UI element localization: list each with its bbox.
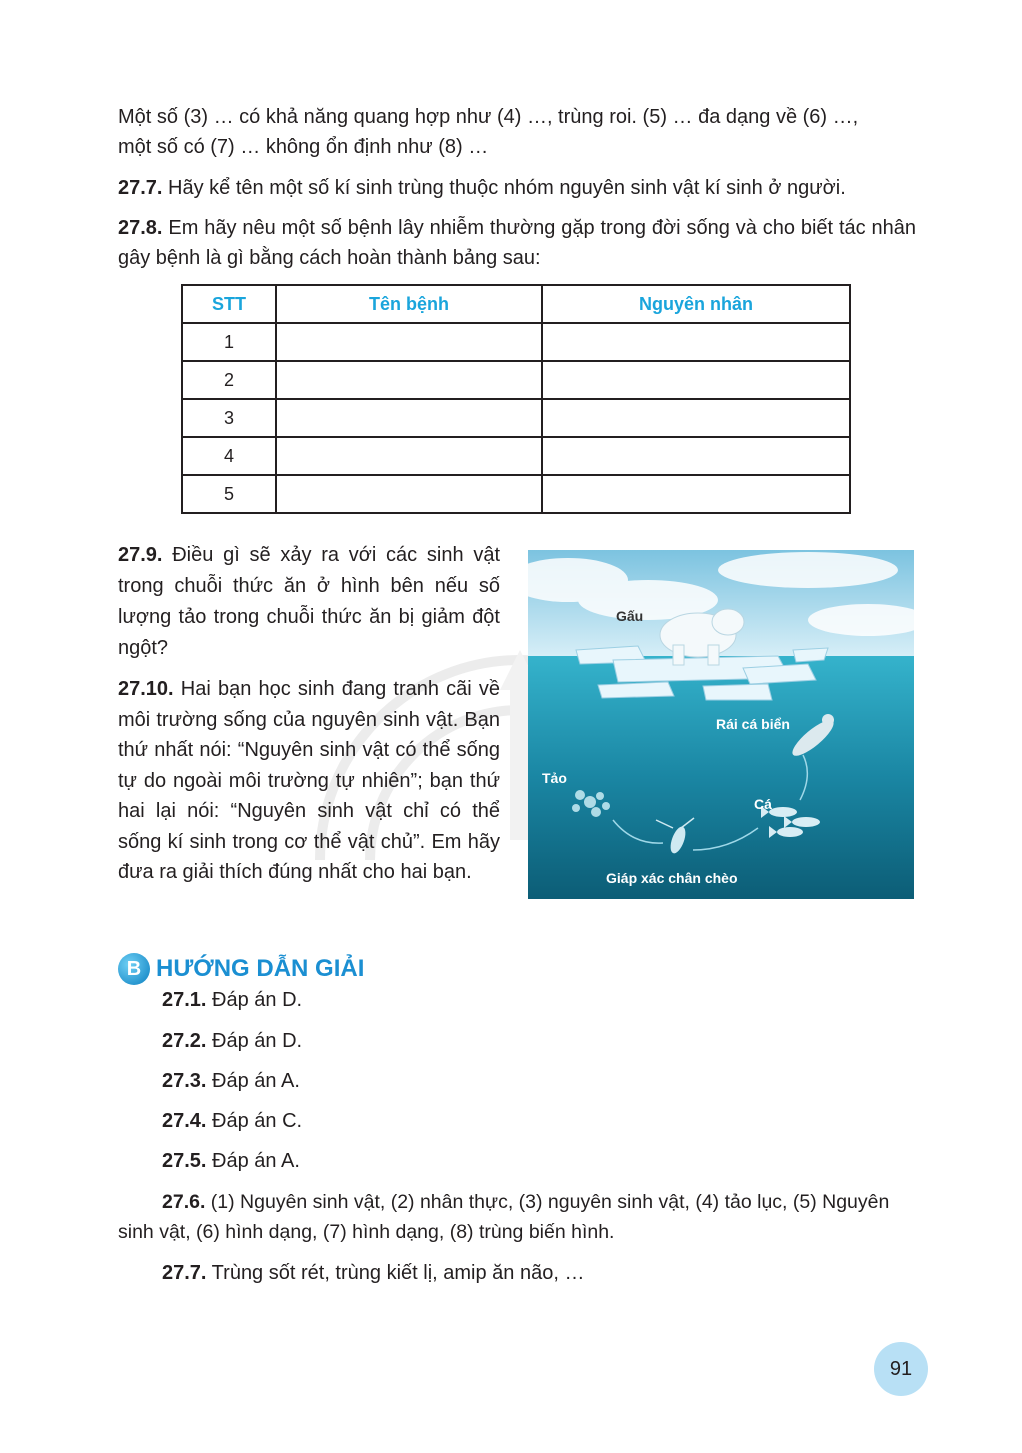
- column-header-stt: STT: [182, 285, 276, 323]
- disease-cell[interactable]: [276, 399, 542, 437]
- disease-cell[interactable]: [276, 361, 542, 399]
- table-header-row: [182, 285, 850, 323]
- answer-27-3: 27.3. Đáp án A.: [162, 1070, 300, 1092]
- label-algae: Tảo: [542, 770, 567, 786]
- question-27-7: 27.7. Hãy kể tên một số kí sinh trùng thuộc nhóm nguyên sinh vật kí sinh ở người.: [118, 177, 846, 199]
- row-number: 2: [182, 361, 276, 399]
- disease-cell[interactable]: [276, 437, 542, 475]
- column-header-cause: Nguyên nhân: [542, 285, 850, 323]
- answer-27-2: 27.2. Đáp án D.: [162, 1030, 303, 1052]
- disease-cell[interactable]: [276, 475, 542, 513]
- row-number: 5: [182, 475, 276, 513]
- cause-cell[interactable]: [542, 437, 850, 475]
- answer-27-7: 27.7. Trùng sốt rét, trùng kiết lị, amip ăn não, …: [162, 1262, 585, 1284]
- label-fish: Cá: [754, 796, 772, 812]
- table-row: [182, 399, 850, 437]
- section-badge: B: [118, 953, 150, 985]
- food-chain-figure: [528, 550, 914, 899]
- table-row: [182, 437, 850, 475]
- row-number: 3: [182, 399, 276, 437]
- row-number: 1: [182, 323, 276, 361]
- disease-cell[interactable]: [276, 323, 542, 361]
- label-copepod: Giáp xác chân chèo: [606, 870, 738, 886]
- page-number: 91: [874, 1342, 928, 1396]
- question-27-9: 27.9. Điều gì sẽ xảy ra với các sinh vật trong chuỗi thức ăn ở hình bên nếu số lượng tảo trong chuỗi thức ăn bị giảm đột ngột?: [118, 544, 500, 659]
- cause-cell[interactable]: [542, 361, 850, 399]
- table-row: [182, 475, 850, 513]
- exercise-27-6-text: Một số (3) … có khả năng quang hợp như (4) …, trùng roi. (5) … đa dạng về (6) …, một số có (7) … không ổn định như (8) …: [118, 106, 859, 158]
- cause-cell[interactable]: [542, 475, 850, 513]
- table-row: [182, 323, 850, 361]
- table-row: [182, 361, 850, 399]
- answer-27-1: 27.1. Đáp án D.: [162, 989, 303, 1011]
- answer-27-6: 27.6. (1) Nguyên sinh vật, (2) nhân thực, (3) nguyên sinh vật, (4) tảo lục, (5) Nguyên sinh vật, (6) hình dạng, (7) hình dạng, (8) trùng biến hình.: [118, 1191, 890, 1243]
- cause-cell[interactable]: [542, 399, 850, 437]
- section-b-header: [118, 952, 364, 986]
- answer-27-5: 27.5. Đáp án A.: [162, 1150, 300, 1172]
- disease-table: [181, 284, 851, 514]
- column-header-disease: Tên bệnh: [276, 285, 542, 323]
- answer-27-4: 27.4. Đáp án C.: [162, 1110, 303, 1132]
- label-sea-otter: Rái cá biển: [716, 716, 790, 732]
- question-27-8: 27.8. Em hãy nêu một số bệnh lây nhiễm thường gặp trong đời sống và cho biết tác nhân gây bệnh là gì bằng cách hoàn thành bảng sau:: [118, 217, 916, 269]
- cause-cell[interactable]: [542, 323, 850, 361]
- question-27-10: 27.10. Hai bạn học sinh đang tranh cãi về môi trường sống của nguyên sinh vật. Bạn thứ nhất nói: “Nguyên sinh vật có thể sống tự do ngoài môi trường tự nhiên”; bạn thứ hai lại nói: “Nguyên sinh vật chỉ có thể sống kí sinh trong cơ thể vật chủ”. Em hãy đưa ra giải thích đúng nhất cho hai bạn.: [118, 678, 500, 883]
- label-bear: Gấu: [616, 608, 644, 624]
- row-number: 4: [182, 437, 276, 475]
- section-title: HƯỚNG DẪN GIẢI: [156, 955, 365, 982]
